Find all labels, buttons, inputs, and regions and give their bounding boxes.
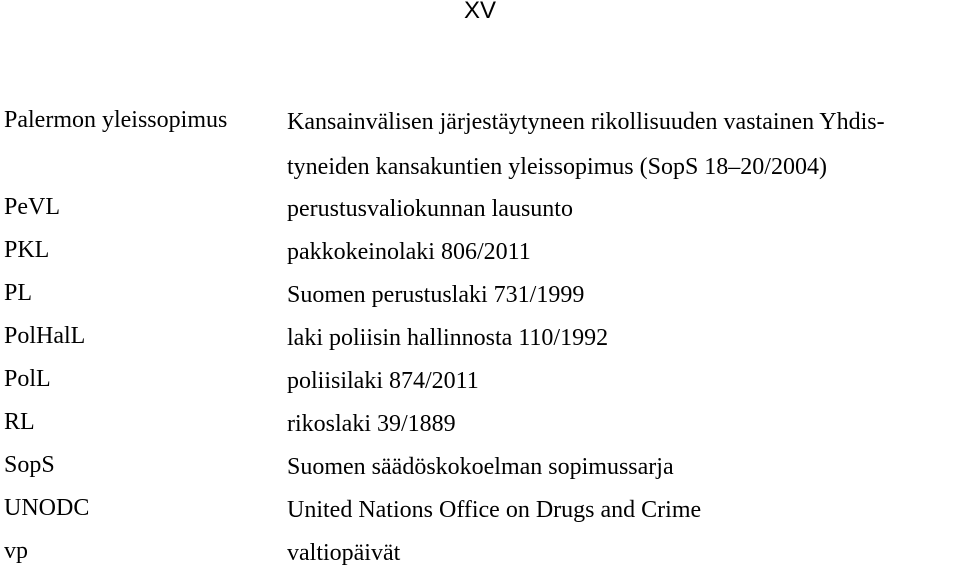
abbreviation-term: RL — [4, 409, 35, 435]
definition-line: poliisilaki 874/2011 — [287, 368, 479, 394]
abbreviation-row — [4, 445, 956, 491]
abbreviation-term: PL — [4, 280, 33, 306]
abbreviation-row — [4, 187, 956, 233]
abbreviation-definition — [287, 316, 956, 361]
abbreviation-row — [4, 359, 956, 405]
abbreviation-definition — [287, 273, 956, 318]
abbreviation-definition — [287, 100, 956, 190]
abbreviation-term: vp — [4, 538, 28, 564]
abbreviation-term: PKL — [4, 237, 50, 263]
abbreviation-term: Palermon yleissopimus — [4, 107, 228, 133]
abbreviation-list — [4, 103, 956, 577]
abbreviation-row — [4, 488, 956, 534]
definition-line: Kansainvälisen järjestäytyneen rikollisuuden vastainen Yhdis- — [287, 109, 885, 135]
abbreviation-definition — [287, 402, 956, 447]
definition-line: tyneiden kansakuntien yleissopimus (SopS 18–20/2004) — [287, 154, 827, 180]
abbreviation-definition — [287, 187, 956, 232]
definition-line: valtiopäivät — [287, 540, 401, 566]
page-number: XV — [463, 0, 496, 24]
abbreviation-term: SopS — [4, 452, 55, 478]
definition-line: Suomen säädöskokoelman sopimussarja — [287, 454, 674, 480]
abbreviation-definition — [287, 445, 956, 490]
abbreviation-term: PeVL — [4, 194, 60, 220]
definition-line: rikoslaki 39/1889 — [287, 411, 456, 437]
abbreviation-row — [4, 531, 956, 577]
abbreviation-term: PolL — [4, 366, 51, 392]
abbreviation-definition — [287, 531, 956, 576]
abbreviation-definition — [287, 230, 956, 275]
definition-line: United Nations Office on Drugs and Crime — [287, 497, 702, 523]
abbreviation-row — [4, 316, 956, 362]
abbreviation-definition — [287, 359, 956, 404]
definition-line: laki poliisin hallinnosta 110/1992 — [287, 325, 609, 351]
abbreviation-term: UNODC — [4, 495, 90, 521]
abbreviation-definition — [287, 488, 956, 533]
abbreviation-row — [4, 273, 956, 319]
abbreviation-row — [4, 402, 956, 448]
abbreviation-row — [4, 230, 956, 276]
abbreviation-row — [4, 100, 956, 190]
definition-line: Suomen perustuslaki 731/1999 — [287, 282, 585, 308]
abbreviation-term: PolHalL — [4, 323, 86, 349]
definition-line: perustusvaliokunnan lausunto — [287, 196, 573, 222]
definition-line: pakkokeinolaki 806/2011 — [287, 239, 531, 265]
